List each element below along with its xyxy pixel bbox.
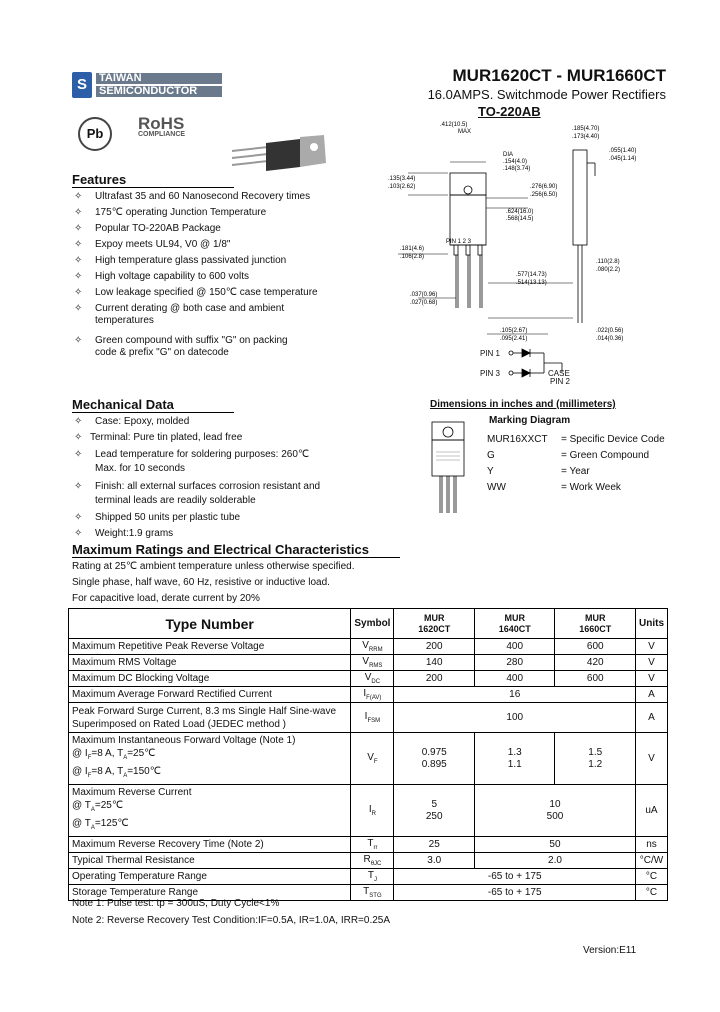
component-photo-icon [228, 133, 328, 173]
header-mur1640ct: MUR 1640CT [474, 609, 555, 639]
table-header-row [69, 609, 668, 639]
company-logo-mark: S [72, 72, 92, 98]
header-mur1620ct: MUR 1620CT [394, 609, 475, 639]
svg-text:.110(2.8): .110(2.8) [596, 259, 620, 265]
svg-text:.154(4.0): .154(4.0) [503, 159, 528, 165]
table-row: Operating Temperature Range $T_J$ -65 to + 175 °C [69, 869, 668, 885]
header-mur1660ct: MUR 1660CT [555, 609, 636, 639]
table-note-2: Note 2: Reverse Recovery Test Condition:IF=0.5A, IR=1.0A, IRR=0.25A [72, 915, 391, 926]
rohs-logo: RoHS [138, 114, 185, 133]
marking-code: MUR16XXCT [487, 434, 548, 445]
mechanical-list [72, 414, 342, 542]
list-item: ✧ Current derating @ both case and ambient temperatures [74, 303, 285, 326]
package-type: TO-220AB [478, 104, 541, 119]
marking-package-icon [428, 418, 478, 518]
rating-note-2: Single phase, half wave, 60 Hz, resistive or inductive load. [72, 577, 330, 588]
lead-free-pb-icon: Pb [78, 117, 112, 151]
rating-note-1: Rating at 25℃ ambient temperature unless otherwise specified. [72, 561, 355, 572]
marking-diagram-title: Marking Diagram [489, 415, 571, 426]
list-item: ✧ High temperature glass passivated junction [74, 255, 287, 266]
svg-text:.022(0.56): .022(0.56) [596, 328, 624, 334]
header-units: Units [636, 609, 668, 639]
marking-meanings [561, 432, 665, 496]
svg-text:.080(2.2): .080(2.2) [596, 267, 621, 273]
features-list [72, 189, 332, 359]
svg-text:.148(3.74): .148(3.74) [503, 166, 531, 172]
marking-meaning: = Green Compound [561, 450, 650, 461]
svg-text:.105(2.67): .105(2.67) [500, 328, 528, 334]
marking-code: G [487, 450, 495, 461]
rating-note-3: For capacitive load, derate current by 20% [72, 593, 260, 604]
table-row: Maximum Instantaneous Forward Voltage (Note 1) @ $I_F=8$ A, $T_A=25℃$ @ $I_F=8$ A, $T_A=150℃$ $V_F$ 0.975 0.895 1.3 1.1 1.5 1.2 V [69, 733, 668, 785]
svg-text:.037(0.96): .037(0.96) [410, 292, 438, 298]
marking-meaning: = Work Week [561, 482, 621, 493]
case-label: CASE [548, 369, 570, 378]
list-item: ✧ Terminal: Pure tin plated, lead free [74, 432, 243, 443]
table-row: Maximum RMS Voltage $V_{RMS}$ 140 280 420 V [69, 655, 668, 671]
svg-text:.135(3.44): .135(3.44) [388, 176, 416, 182]
logo-line-1: TAIWAN [96, 73, 222, 84]
table-row: Typical Thermal Resistance $R_{\theta JC}$ 3.0 2.0 °C/W [69, 853, 668, 869]
list-item: ✧ Case: Epoxy, molded [74, 416, 190, 427]
svg-text:.045(1.14): .045(1.14) [609, 156, 637, 162]
table-row: Maximum Reverse Current @ $T_A=25℃$ @ $T_A=125℃$ $I_R$ 5 250 10 500 uA [69, 785, 668, 837]
svg-text:DIA: DIA [503, 152, 514, 158]
logo-line-2: SEMICONDUCTOR [96, 86, 222, 97]
svg-text:.106(2.8): .106(2.8) [400, 254, 425, 260]
list-item: ✧ Expoy meets UL94, V0 @ 1/8" [74, 239, 231, 250]
list-item: ✧ Shipped 50 units per plastic tube [74, 512, 241, 523]
svg-text:.568(14.5): .568(14.5) [506, 216, 534, 222]
svg-text:.256(6.50): .256(6.50) [530, 192, 558, 198]
list-item: ✧ Ultrafast 35 and 60 Nanosecond Recovery times [74, 191, 311, 202]
table-note-1: Note 1: Pulse test: tp = 300uS, Duty Cycle<1% [72, 898, 280, 909]
list-item: ✧ Lead temperature for soldering purposes: 260℃ Max. for 10 seconds [74, 449, 310, 474]
table-row: Maximum Reverse Recovery Time (Note 2) $T_{rr}$ 25 50 ns [69, 837, 668, 853]
header-symbol: Symbol [351, 609, 394, 639]
table-row: Maximum Repetitive Peak Reverse Voltage $V_{RRM}$ 200 400 600 V [69, 639, 668, 655]
header-type-number: Type Number [69, 609, 351, 639]
list-item: ✧ Green compound with suffix "G" on packing code & prefix "G" on datecode [74, 335, 288, 358]
svg-text:.412(10.5): .412(10.5) [440, 122, 468, 128]
svg-text:.624(16.0): .624(16.0) [506, 209, 534, 215]
table-row: Storage Temperature Range $T_{STG}$ -65 to + 175 °C [69, 885, 668, 901]
svg-text:.577(14.73): .577(14.73) [516, 272, 547, 278]
svg-text:PIN 1 2 3: PIN 1 2 3 [446, 239, 472, 245]
ratings-table [68, 608, 668, 901]
list-item: ✧ Weight:1.9 grams [74, 528, 174, 539]
list-item: ✧ 175℃ operating Junction Temperature [74, 207, 267, 218]
list-item: ✧ Finish: all external surfaces corrosion resistant and terminal leads are readily solderable [74, 481, 321, 506]
svg-text:.514(13.13): .514(13.13) [516, 280, 547, 286]
svg-text:.185(4.70): .185(4.70) [572, 126, 600, 132]
rohs-compliance-label: COMPLIANCE [138, 131, 186, 138]
list-item: ✧ Low leakage specified @ 150℃ case temperature [74, 287, 318, 298]
dimensions-caption: Dimensions in inches and (millimeters) [430, 399, 616, 410]
marking-meaning: = Specific Device Code [561, 434, 665, 445]
svg-text:.055(1.40): .055(1.40) [609, 148, 637, 154]
svg-text:.095(2.41): .095(2.41) [500, 336, 528, 342]
product-subtitle: 16.0AMPS. Switchmode Power Rectifiers [427, 87, 666, 102]
marking-meaning: = Year [561, 466, 590, 477]
svg-text:.027(0.68): .027(0.68) [410, 300, 438, 306]
pin-1-label: PIN 1 [480, 349, 501, 358]
svg-text:MAX: MAX [458, 129, 472, 135]
table-row: Maximum DC Blocking Voltage $V_{DC}$ 200 400 600 V [69, 671, 668, 687]
mechanical-heading: Mechanical Data [72, 397, 234, 413]
svg-text:.173(4.40): .173(4.40) [572, 134, 600, 140]
table-row: Maximum Average Forward Rectified Current $I_{F(AV)}$ 16 A [69, 687, 668, 703]
marking-code: Y [487, 466, 494, 477]
marking-codes [487, 432, 548, 496]
svg-text:.181(4.6): .181(4.6) [400, 246, 425, 252]
version-label: Version:E11 [583, 945, 637, 956]
svg-text:.103(2.62): .103(2.62) [388, 184, 416, 190]
company-logo-text [96, 73, 222, 99]
svg-text:.014(0.36): .014(0.36) [596, 336, 624, 342]
list-item: ✧ Popular TO-220AB Package [74, 223, 221, 234]
svg-text:.276(6.90): .276(6.90) [530, 184, 558, 190]
ratings-heading: Maximum Ratings and Electrical Characteristics [72, 542, 400, 558]
features-heading: Features [72, 172, 234, 188]
marking-code: WW [487, 482, 506, 493]
pin-2-label: PIN 2 [550, 377, 571, 386]
part-number-title: MUR1620CT - MUR1660CT [452, 66, 666, 85]
pin-3-label: PIN 3 [480, 369, 501, 378]
list-item: ✧ High voltage capability to 600 volts [74, 271, 249, 282]
table-row: Peak Forward Surge Current, 8.3 ms Single Half Sine-wave Superimposed on Rated Load (JEDEC method ) $I_{FSM}$ 100 A [69, 703, 668, 733]
